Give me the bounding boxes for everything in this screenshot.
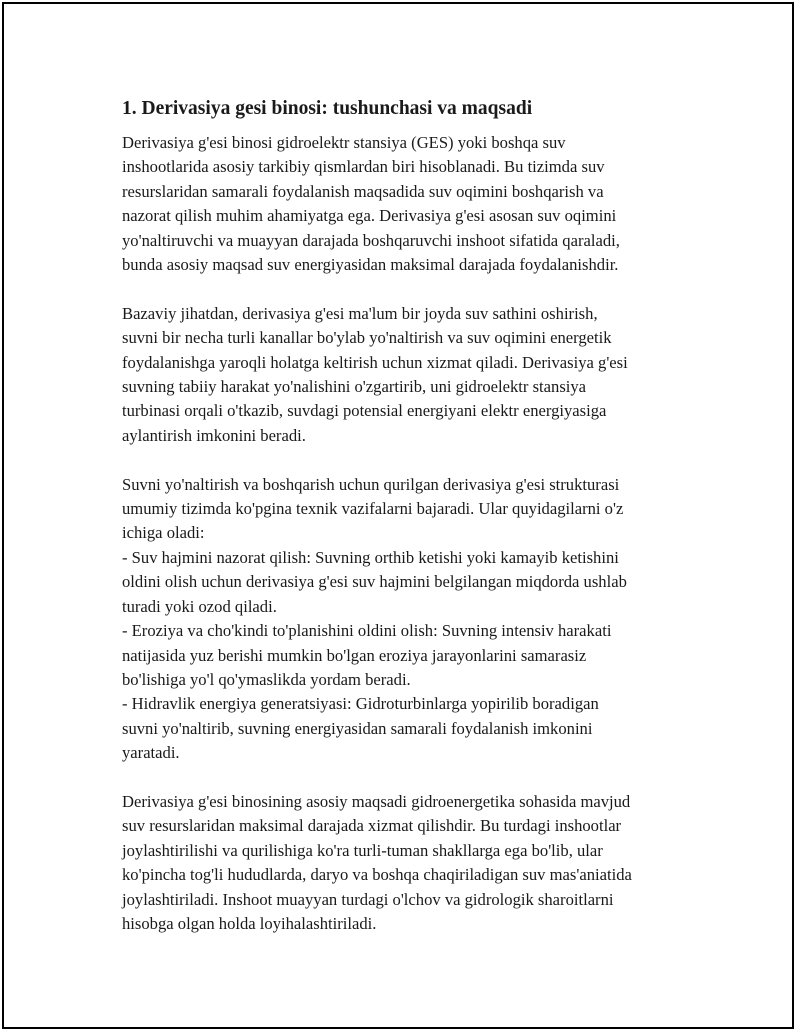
paragraph-line: hisobga olgan holda loyihalashtiriladi. xyxy=(122,913,377,933)
paragraph-line: aylantirish imkonini beradi. xyxy=(122,425,306,445)
paragraph-1 xyxy=(122,131,702,277)
list-item-line: yaratadi. xyxy=(122,743,180,763)
paragraph-line: turbinasi orqali o'tkazib, suvdagi potensial energiyani elektr energiyasiga xyxy=(122,401,607,421)
paragraph-3 xyxy=(122,473,702,766)
list-item-line: suvni yo'naltirib, suvning energiyasidan samarali foydalanish imkonini xyxy=(122,718,593,738)
paragraph-line: Suvni yo'naltirish va boshqarish uchun qurilgan derivasiya g'esi strukturasi xyxy=(122,474,620,494)
list-item-line: turadi yoki ozod qiladi. xyxy=(122,596,277,616)
paragraph-line: ko'pincha tog'li hududlarda, daryo va boshqa chaqiriladigan suv mas'aniatida xyxy=(122,865,632,885)
list-item-line: bo'lishiga yo'l qo'ymaslikda yordam beradi. xyxy=(122,669,411,689)
document-body xyxy=(122,96,702,961)
paragraph-line: Derivasiya g'esi binosi gidroelektr stansiya (GES) yoki boshqa suv xyxy=(122,133,566,152)
paragraph-line: joylashtirilishi va qurilishiga ko'ra turli-tuman shakllarga ega bo'lib, ular xyxy=(122,840,603,860)
list-item-line: - Hidravlik energiya generatsiyasi: Gidroturbinlarga yopirilib boradigan xyxy=(122,694,599,714)
paragraph-line: ichiga oladi: xyxy=(122,523,205,543)
list-item-line: oldini olish uchun derivasiya g'esi suv hajmini belgilangan miqdorda ushlab xyxy=(122,572,627,592)
paragraph-line: suv resurslaridan maksimal darajada xizmat qilishdir. Bu turdagi inshootlar xyxy=(122,816,622,836)
paragraph-line: Bazaviy jihatdan, derivasiya g'esi ma'lum bir joyda suv sathini oshirish, xyxy=(122,303,598,323)
list-item-line: natijasida yuz berishi mumkin bo'lgan eroziya jarayonlarini samarasiz xyxy=(122,645,587,665)
paragraph-line: bunda asosiy maqsad suv energiyasidan maksimal darajada foydalanishdir. xyxy=(122,255,619,275)
paragraph-4 xyxy=(122,790,702,936)
paragraph-line: nazorat qilish muhim ahamiyatga ega. Derivasiya g'esi asosan suv oqimini xyxy=(122,206,617,226)
page-frame xyxy=(2,2,794,1029)
paragraph-line: inshootlarida asosiy tarkibiy qismlardan biri hisoblanadi. Bu tizimda suv xyxy=(122,157,605,177)
list-item-line: - Eroziya va cho'kindi to'planishini oldini olish: Suvning intensiv harakati xyxy=(122,621,612,641)
paragraph-line: yo'naltiruvchi va muayyan darajada boshqaruvchi inshoot sifatida qaraladi, xyxy=(122,230,620,250)
paragraph-line: foydalanishga yaroqli holatga keltirish uchun xizmat qiladi. Derivasiya g'esi xyxy=(122,352,628,372)
paragraph-2 xyxy=(122,302,702,448)
list-item-line: - Suv hajmini nazorat qilish: Suvning orthib ketishi yoki kamayib ketishini xyxy=(122,547,619,567)
paragraph-line: suvning tabiiy harakat yo'nalishini o'zgartirib, uni gidroelektr stansiya xyxy=(122,377,587,397)
paragraph-line: Derivasiya g'esi binosining asosiy maqsadi gidroenergetika sohasida mavjud xyxy=(122,791,631,811)
paragraph-line: suvni bir necha turli kanallar bo'ylab yo'naltirish va suv oqimini energetik xyxy=(122,328,612,348)
paragraph-line: umumiy tizimda ko'pgina texnik vazifalarni bajaradi. Ular quyidagilarni o'z xyxy=(122,499,624,519)
section-heading: 1. Derivasiya gesi binosi: tushunchasi va maqsadi xyxy=(122,98,533,119)
paragraph-line: joylashtiriladi. Inshoot muayyan turdagi o'lchov va gidrologik sharoitlarni xyxy=(122,889,614,909)
paragraph-line: resurslaridan samarali foydalanish maqsadida suv oqimini boshqarish va xyxy=(122,181,604,201)
